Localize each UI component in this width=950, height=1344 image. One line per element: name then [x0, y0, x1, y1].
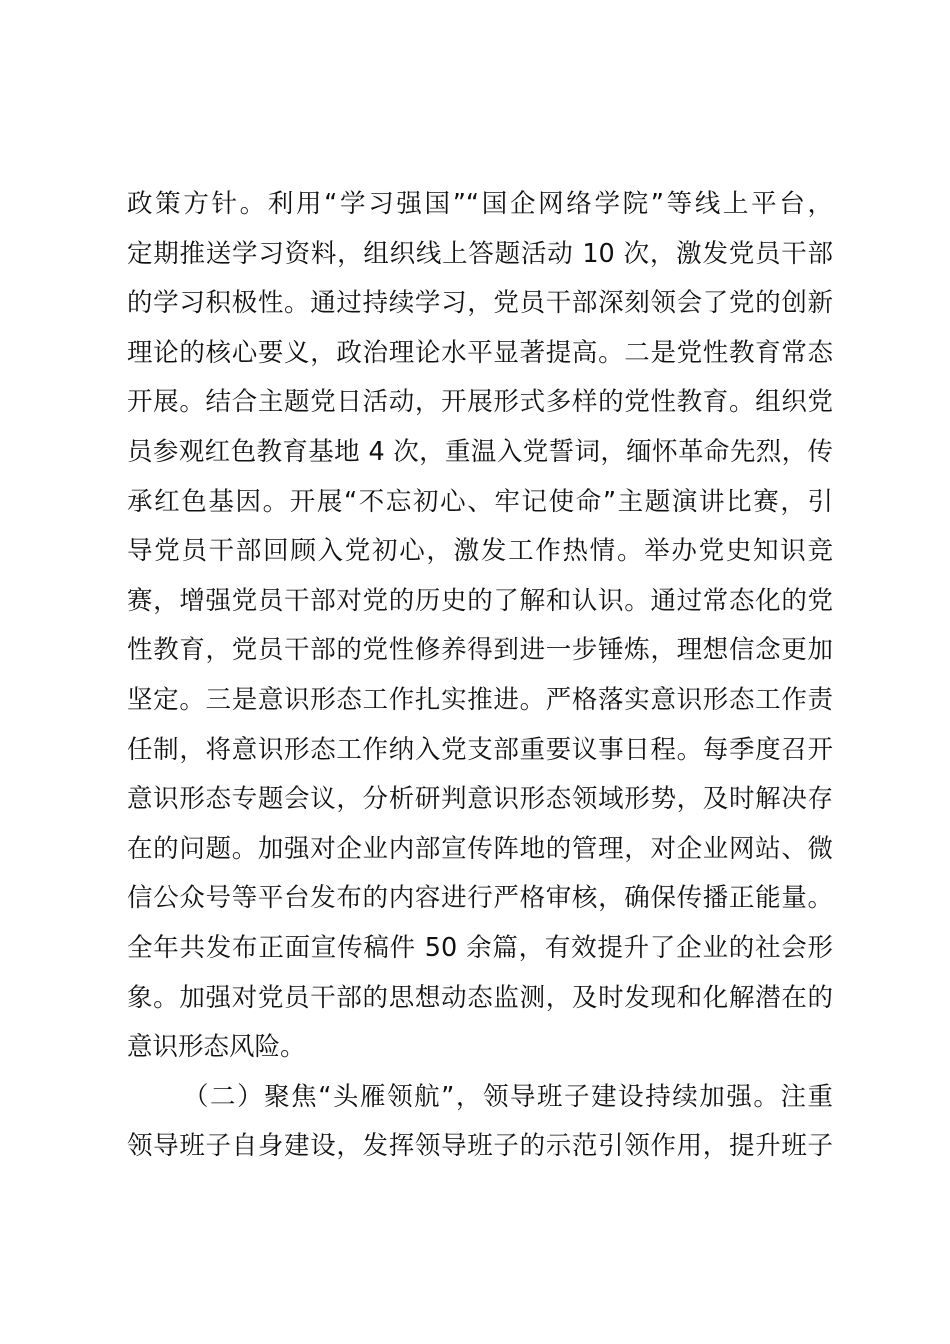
text-line: 开展。结合主题党日活动，开展形式多样的党性教育。组织党 [127, 387, 833, 418]
paragraph-end-line: 意识形态风险。 [127, 1032, 306, 1063]
text-line: 理论的核心要义，政治理论水平显著提高。二是党性教育常态 [127, 337, 833, 368]
text-line: 信公众号等平台发布的内容进行严格审核，确保传播正能量。 [127, 883, 833, 914]
text-line: 赛，增强党员干部对党的历史的了解和认识。通过常态化的党 [127, 585, 833, 616]
document-page [127, 180, 833, 1172]
text-line: 象。加强对党员干部的思想动态监测，及时发现和化解潜在的 [127, 982, 833, 1013]
text-line: 导党员干部回顾入党初心，激发工作热情。举办党史知识竞 [127, 536, 833, 567]
text-line: 任制，将意识形态工作纳入党支部重要议事日程。每季度召开 [127, 734, 833, 765]
text-line: 坚定。三是意识形态工作扎实推进。严格落实意识形态工作责 [127, 684, 833, 715]
text-line: 全年共发布正面宣传稿件 50 余篇，有效提升了企业的社会形 [127, 932, 833, 963]
text-line: 的学习积极性。通过持续学习，党员干部深刻领会了党的创新 [127, 288, 833, 319]
text-line: 政策方针。利用“学习强国”“国企网络学院”等线上平台， [127, 189, 833, 219]
text-line: 承红色基因。开展“不忘初心、牢记使命”主题演讲比赛，引 [127, 486, 833, 517]
section-heading-line: （二）聚焦“头雁领航”，领导班子建设持续加强。注重 [183, 1081, 833, 1112]
text-line: 在的问题。加强对企业内部宣传阵地的管理，对企业网站、微 [127, 833, 833, 864]
text-line: 性教育，党员干部的党性修养得到进一步锤炼，理想信念更加 [127, 635, 833, 666]
text-line: 员参观红色教育基地 4 次，重温入党誓词，缅怀革命先烈，传 [127, 436, 833, 467]
text-line: 意识形态专题会议，分析研判意识形态领域形势，及时解决存 [127, 784, 833, 815]
text-line: 领导班子自身建设，发挥领导班子的示范引领作用，提升班子 [127, 1131, 833, 1162]
text-line: 定期推送学习资料，组织线上答题活动 10 次，激发党员干部 [127, 238, 833, 269]
